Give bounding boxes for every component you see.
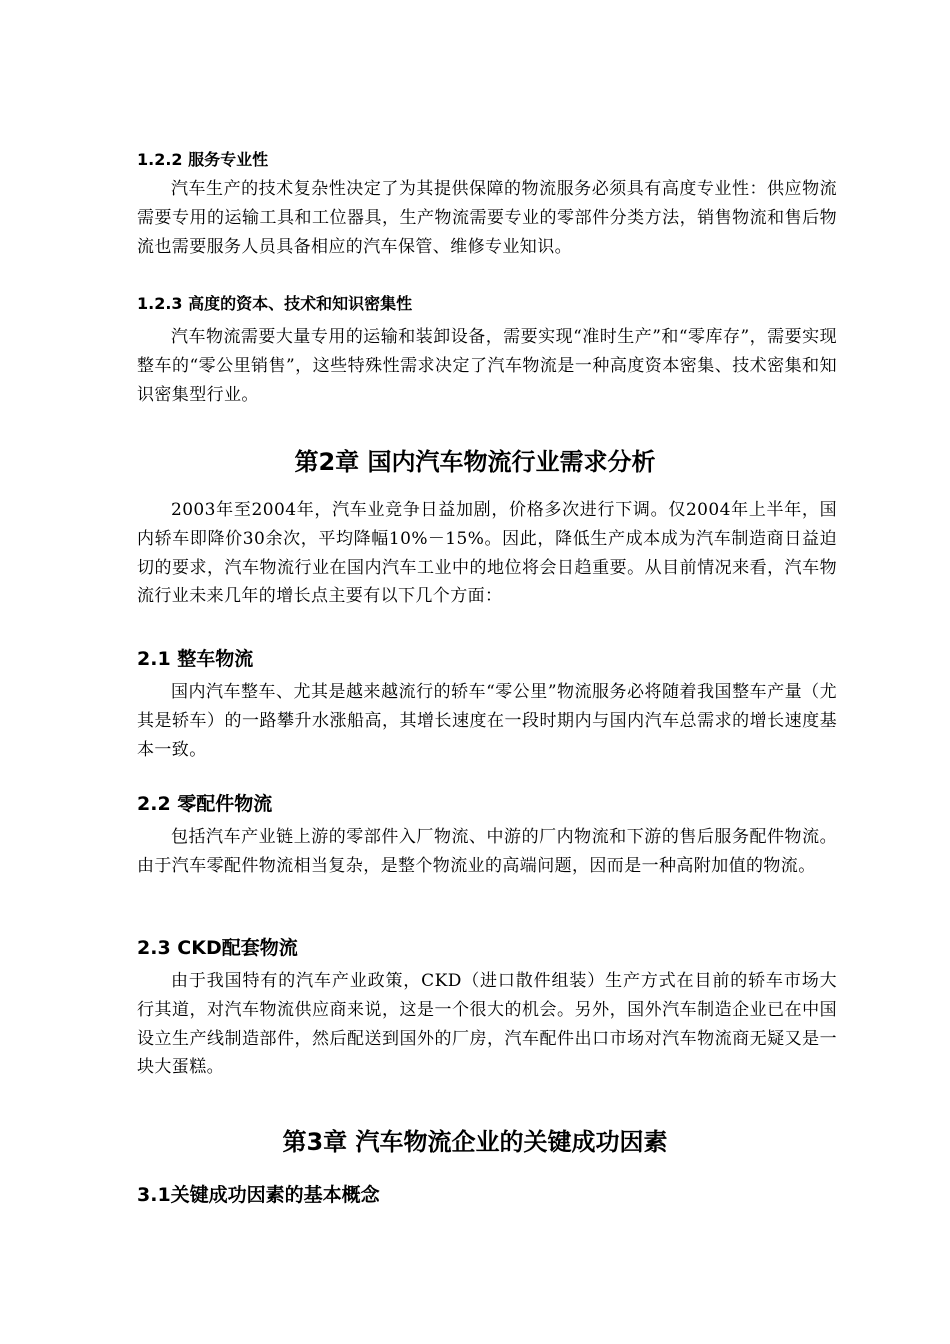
section-paragraph-2-1: 国内汽车整车、尤其是越来越流行的轿车“零公里”物流服务必将随着我国整车产量（尤其是轿车）的一路攀升水涨船高，其增长速度在一段时期内与国内汽车总需求的增长速度基本一致。	[137, 682, 837, 760]
section-heading-1-2-3: 1.2.3 高度的资本、技术和知识密集性	[137, 294, 413, 313]
section-paragraph-1-2-2: 汽车生产的技术复杂性决定了为其提供保障的物流服务必须具有高度专业性：供应物流需要专用的运输工具和工位器具，生产物流需要专业的零部件分类方法，销售物流和售后物流也需要服务人员具备相应的汽车保管、维修专业知识。	[137, 179, 837, 257]
chapter-2-intro-paragraph: 2003年至2004年，汽车业竞争日益加剧，价格多次进行下调。仅2004年上半年，国内轿车即降价30余次，平均降幅10%－15%。因此，降低生产成本成为汽车制造商日益迫切的要求，汽车物流行业在国内汽车工业中的地位将会日趋重要。从目前情况来看，汽车物流行业未来几年的增长点主要有以下几个方面：	[137, 500, 837, 607]
section-heading-2-2: 2.2 零配件物流	[137, 793, 273, 815]
section-heading-3-1: 3.1关键成功因素的基本概念	[137, 1184, 380, 1206]
section-paragraph-2-2: 包括汽车产业链上游的零部件入厂物流、中游的厂内物流和下游的售后服务配件物流。由于汽车零配件物流相当复杂，是整个物流业的高端问题，因而是一种高附加值的物流。	[137, 827, 837, 876]
section-paragraph-1-2-3: 汽车物流需要大量专用的运输和装卸设备，需要实现“准时生产”和“零库存”，需要实现整车的“零公里销售”，这些特殊性需求决定了汽车物流是一种高度资本密集、技术密集和知识密集型行业。	[137, 327, 837, 405]
section-heading-2-3: 2.3 CKD配套物流	[137, 937, 298, 959]
section-heading-2-1: 2.1 整车物流	[137, 648, 254, 670]
chapter-title-3: 第3章 汽车物流企业的关键成功因素	[282, 1128, 668, 1156]
chapter-title-2: 第2章 国内汽车物流行业需求分析	[294, 448, 656, 476]
section-paragraph-2-3: 由于我国特有的汽车产业政策，CKD（进口散件组装）生产方式在目前的轿车市场大行其道，对汽车物流供应商来说，这是一个很大的机会。另外，国外汽车制造企业已在中国设立生产线制造部件，然后配送到国外的厂房，汽车配件出口市场对汽车物流商无疑又是一块大蛋糕。	[137, 971, 837, 1078]
section-heading-1-2-2: 1.2.2 服务专业性	[137, 150, 269, 169]
